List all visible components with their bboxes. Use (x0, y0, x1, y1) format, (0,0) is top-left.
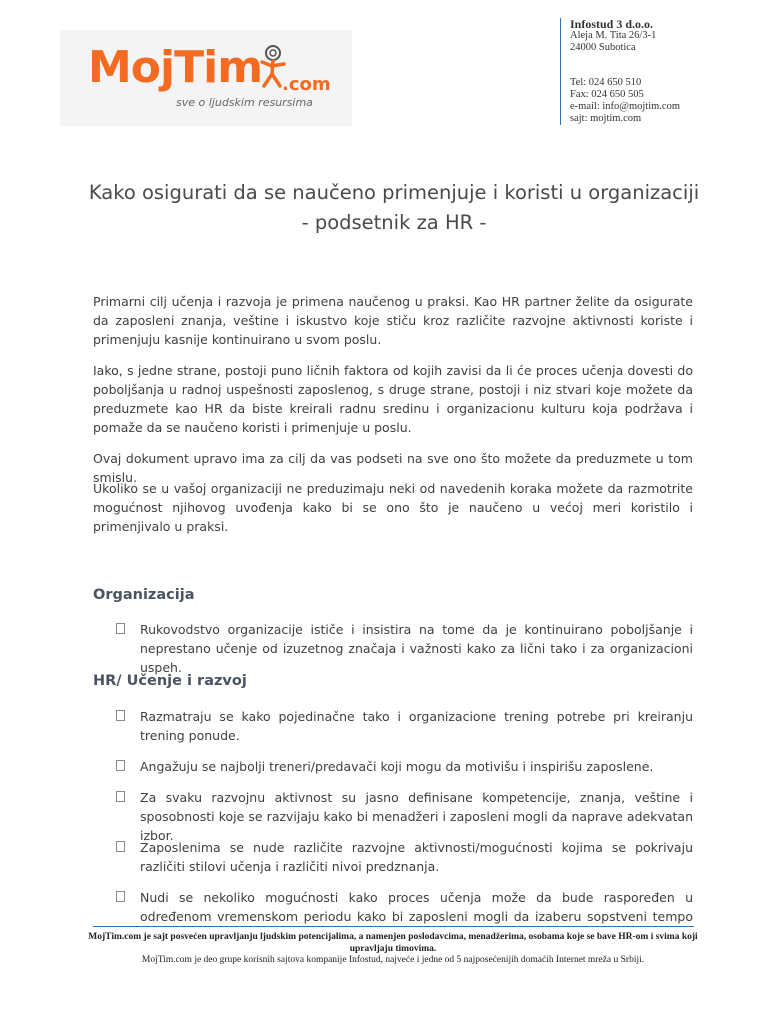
list-item-text: Rukovodstvo organizacije ističe i insistira na tome da je kontinuirano poboljšanje i neprestano učenje od izuzetnog značaja i važnosti kako za lični tako i za organizacioni uspeh. (140, 622, 693, 675)
company-website[interactable]: sajt: mojtim.com (570, 113, 642, 124)
checkbox-bullet-icon (116, 841, 125, 852)
title-line2: - podsetnik za HR - (301, 211, 487, 234)
footer-description: MojTim.com je sajt posvećen upravljanju ljudskim potencijalima, a namenjen poslodavcima, menadžerima, osobama koje se bave HR-om i svima koji upravljaju timovima. (88, 932, 698, 954)
list-item-text: Razmatraju se kako pojedinačne tako i organizacione trening potrebe pri kreiranju trening ponude. (140, 709, 693, 743)
list-item-text: Nudi se nekoliko mogućnosti kako proces učenja može da bude raspoređen u određenom vremenskom periodu kako bi zaposleni mogli da izaberu sopstveni tempo (140, 890, 693, 924)
title-line1: Kako osigurati da se naučeno primenjuje i koristi u organizaciji (88, 181, 700, 204)
footer-divider (93, 926, 694, 927)
document-title (60, 178, 728, 238)
checkbox-bullet-icon (116, 891, 125, 902)
list-item (93, 788, 693, 845)
logo-wordmark: MojTim (88, 42, 263, 93)
company-phone: Tel: 024 650 510 (570, 77, 642, 88)
list-item (93, 620, 693, 677)
checkbox-bullet-icon (116, 760, 125, 771)
paragraph: Iako, s jedne strane, postoji puno ličnih faktora od kojih zavisi da li će proces učenja dovesti do poboljšanja u radnoj uspešnosti zaposlenog, s druge strane, postoji i niz stvari koje možete da preduzmete kao HR da biste kreirali radnu sredinu i organizacionu kulturu koja podržava i pomaže da se naučeno koristi i primenjuje u poslu. (93, 363, 693, 435)
list-item (93, 838, 693, 876)
footer-note: MojTim.com je deo grupe korisnih sajtova kompanije Infostud, najveće i jedne od 5 najposećenijih domaćih Internet mreža u Srbiji. (141, 955, 645, 965)
company-info (560, 18, 730, 125)
paragraph: Ovaj dokument upravo ima za cilj da vas podseti na sve ono što možete da preduzmete u tom smislu. (93, 451, 693, 485)
paragraph: Ukoliko se u vašoj organizaciji ne preduzimaju neki od navedenih koraka možete da razmotrite mogućnost njihovog uvođenja kako bi se ono što je naučeno u većoj meri koristilo i primenjivalo u praksi. (93, 481, 693, 534)
company-logo (60, 30, 352, 126)
company-address-line2: 24000 Subotica (570, 42, 636, 53)
list-item-text: Angažuju se najbolji treneri/predavači koji mogu da motivišu i inspirišu zaposlene. (140, 759, 654, 774)
paragraph: Primarni cilj učenja i razvoja je primena naučenog u praksi. Kao HR partner želite da osigurate da zaposleni znanja, veštine i iskustvo koje stiču kroz različite razvojne aktivnosti koriste i primenjuju kasnije kontinuirano u svom poslu. (93, 294, 693, 347)
page-footer (80, 932, 706, 967)
list-item-text: Za svaku razvojnu aktivnost su jasno definisane kompetencije, znanja, veštine i sposobnosti koje se razvijaju kako bi menadžeri i zaposleni mogli da naprave adekvatan izbor. (140, 790, 693, 843)
logo-tagline: sve o ljudskim resursima (176, 96, 313, 109)
list-item (93, 888, 693, 926)
list-item-text: Zaposlenima se nude različite razvojne aktivnosti/mogućnosti kojima se pokrivaju različiti stilovi učenja i različiti nivoi predznanja. (140, 840, 693, 874)
company-address-line1: Aleja M. Tita 26/3-1 (570, 30, 657, 41)
checkbox-bullet-icon (116, 710, 125, 721)
company-name: Infostud 3 d.o.o. (570, 17, 654, 31)
checkbox-bullet-icon (116, 791, 125, 802)
company-fax: Fax: 024 650 505 (570, 89, 644, 100)
logo-domain: .com (282, 74, 331, 95)
list-item (93, 757, 693, 776)
company-email[interactable]: e-mail: info@mojtim.com (570, 101, 680, 112)
section-heading-organizacija: Organizacija (93, 587, 195, 603)
list-item (93, 707, 693, 745)
section-heading-hr-ucenje: HR/ Učenje i razvoj (93, 673, 247, 689)
checkbox-bullet-icon (116, 623, 125, 634)
